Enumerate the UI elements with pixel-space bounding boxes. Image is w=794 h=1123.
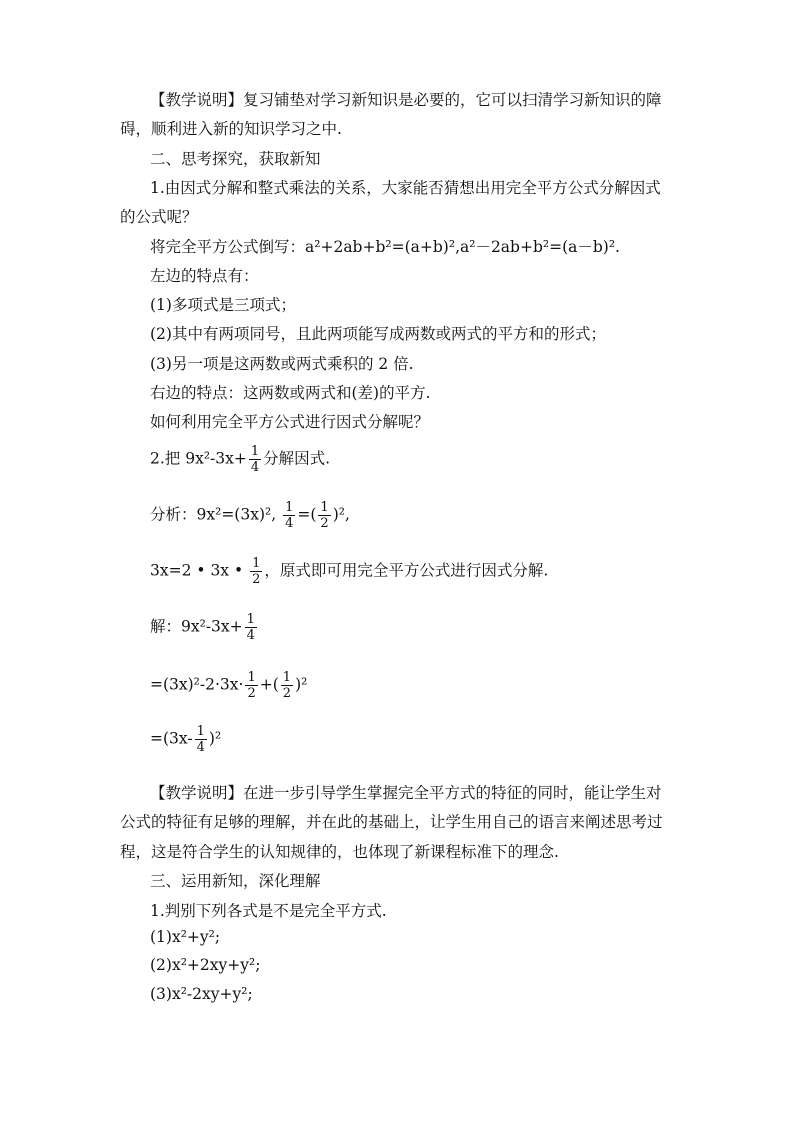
fraction-numerator: 1 xyxy=(196,724,205,739)
fraction-one-quarter xyxy=(283,500,295,531)
fraction-denominator: 4 xyxy=(196,740,205,755)
three-x-prefix: 3x=2 • 3x • xyxy=(150,561,244,580)
fraction-one-half xyxy=(245,670,257,701)
three-x-line xyxy=(150,556,548,587)
step-2-prefix: =(3x- xyxy=(150,729,193,748)
section-2-heading: 二、思考探究，获取新知 xyxy=(150,150,321,168)
judge-item-3: (3)x²-2xy+y²; xyxy=(150,985,253,1003)
fraction-numerator: 1 xyxy=(246,612,255,627)
teaching-note-2-line-3: 程，这是符合学生的认知规律的，也体现了新课程标准下的理念. xyxy=(120,843,559,861)
fraction-one-quarter xyxy=(195,724,207,755)
fraction-numerator: 1 xyxy=(250,444,260,459)
fraction-one-quarter xyxy=(245,612,257,643)
solution-step-2 xyxy=(150,724,221,755)
step-2-end: )² xyxy=(208,729,222,748)
step-1-mid: +( xyxy=(259,675,279,694)
fraction-denominator: 2 xyxy=(252,572,261,587)
reverse-formula-line xyxy=(150,235,620,257)
reverse-formula-sum: a²+2ab+b²=(a+b)² xyxy=(305,238,456,256)
teaching-note-1-line-2: 碍，顺利进入新的知识学习之中. xyxy=(120,120,342,138)
question-2-suffix: 分解因式. xyxy=(263,449,331,468)
fraction-numerator: 1 xyxy=(252,556,261,571)
fraction-denominator: 2 xyxy=(282,686,292,701)
step-1-prefix: =(3x)²-2·3x· xyxy=(150,675,244,694)
reverse-prefix: 将完全平方公式倒写： xyxy=(150,238,306,256)
solution-step-1 xyxy=(150,670,307,701)
fraction-numerator: 1 xyxy=(247,670,256,685)
how-question: 如何利用完全平方公式进行因式分解呢？ xyxy=(150,413,430,431)
fraction-numerator: 1 xyxy=(320,500,329,515)
reverse-formula-diff: ,a²－2ab+b²=(a－b)². xyxy=(455,238,620,256)
solution-line xyxy=(150,612,259,643)
fraction-one-quarter xyxy=(249,444,261,475)
question-1-line-1: 1.由因式分解和整式乘法的关系，大家能否猜想出用完全平方公式分解因式 xyxy=(150,179,661,197)
judge-item-2: (2)x²+2xy+y²; xyxy=(150,956,261,974)
section-3-heading: 三、运用新知，深化理解 xyxy=(150,872,321,890)
fraction-numerator: 1 xyxy=(285,500,294,515)
fraction-denominator: 4 xyxy=(285,516,294,531)
question-2-line xyxy=(150,444,330,475)
analysis-prefix: 分析：9x²=(3x)², xyxy=(150,505,277,524)
question-2-prefix: 2.把 9x²-3x+ xyxy=(150,449,247,468)
analysis-line xyxy=(150,500,350,531)
teaching-note-1-line-1: 【教学说明】复习铺垫对学习新知识是必要的，它可以扫清学习新知识的障 xyxy=(150,91,662,109)
feature-2: (2)其中有两项同号，且此两项能写成两数或两式的平方和的形式； xyxy=(150,325,606,343)
analysis-mid: =( xyxy=(297,505,317,524)
fraction-one-half xyxy=(281,670,293,701)
question-1-line-2: 的公式呢？ xyxy=(120,208,198,226)
teaching-note-2-line-1: 【教学说明】在进一步引导学生掌握完全平方式的特征的同时，能让学生对 xyxy=(150,784,662,802)
teaching-note-2-line-2: 公式的特征有足够的理解，并在此的基础上，让学生用自己的语言来阐述思考过 xyxy=(120,813,663,831)
left-features-heading: 左边的特点有： xyxy=(150,267,259,285)
feature-3: (3)另一项是这两数或两式乘积的 2 倍. xyxy=(150,355,414,373)
judge-question: 1.判别下列各式是不是完全平方式. xyxy=(150,902,387,920)
fraction-one-half xyxy=(250,556,262,587)
solution-prefix: 解：9x²-3x+ xyxy=(150,617,243,636)
feature-1: (1)多项式是三项式； xyxy=(150,296,296,314)
right-features: 右边的特点：这两数或两式和(差)的平方. xyxy=(150,384,431,402)
judge-item-1: (1)x²+y²; xyxy=(150,928,221,946)
fraction-denominator: 4 xyxy=(250,460,260,475)
fraction-denominator: 4 xyxy=(246,628,255,643)
fraction-numerator: 1 xyxy=(282,670,292,685)
analysis-end: )², xyxy=(332,505,350,524)
step-1-end: )² xyxy=(295,675,308,694)
fraction-denominator: 2 xyxy=(247,686,256,701)
three-x-suffix: ，原式即可用完全平方公式进行因式分解. xyxy=(264,561,549,580)
fraction-denominator: 2 xyxy=(320,516,329,531)
fraction-one-half xyxy=(318,500,330,531)
